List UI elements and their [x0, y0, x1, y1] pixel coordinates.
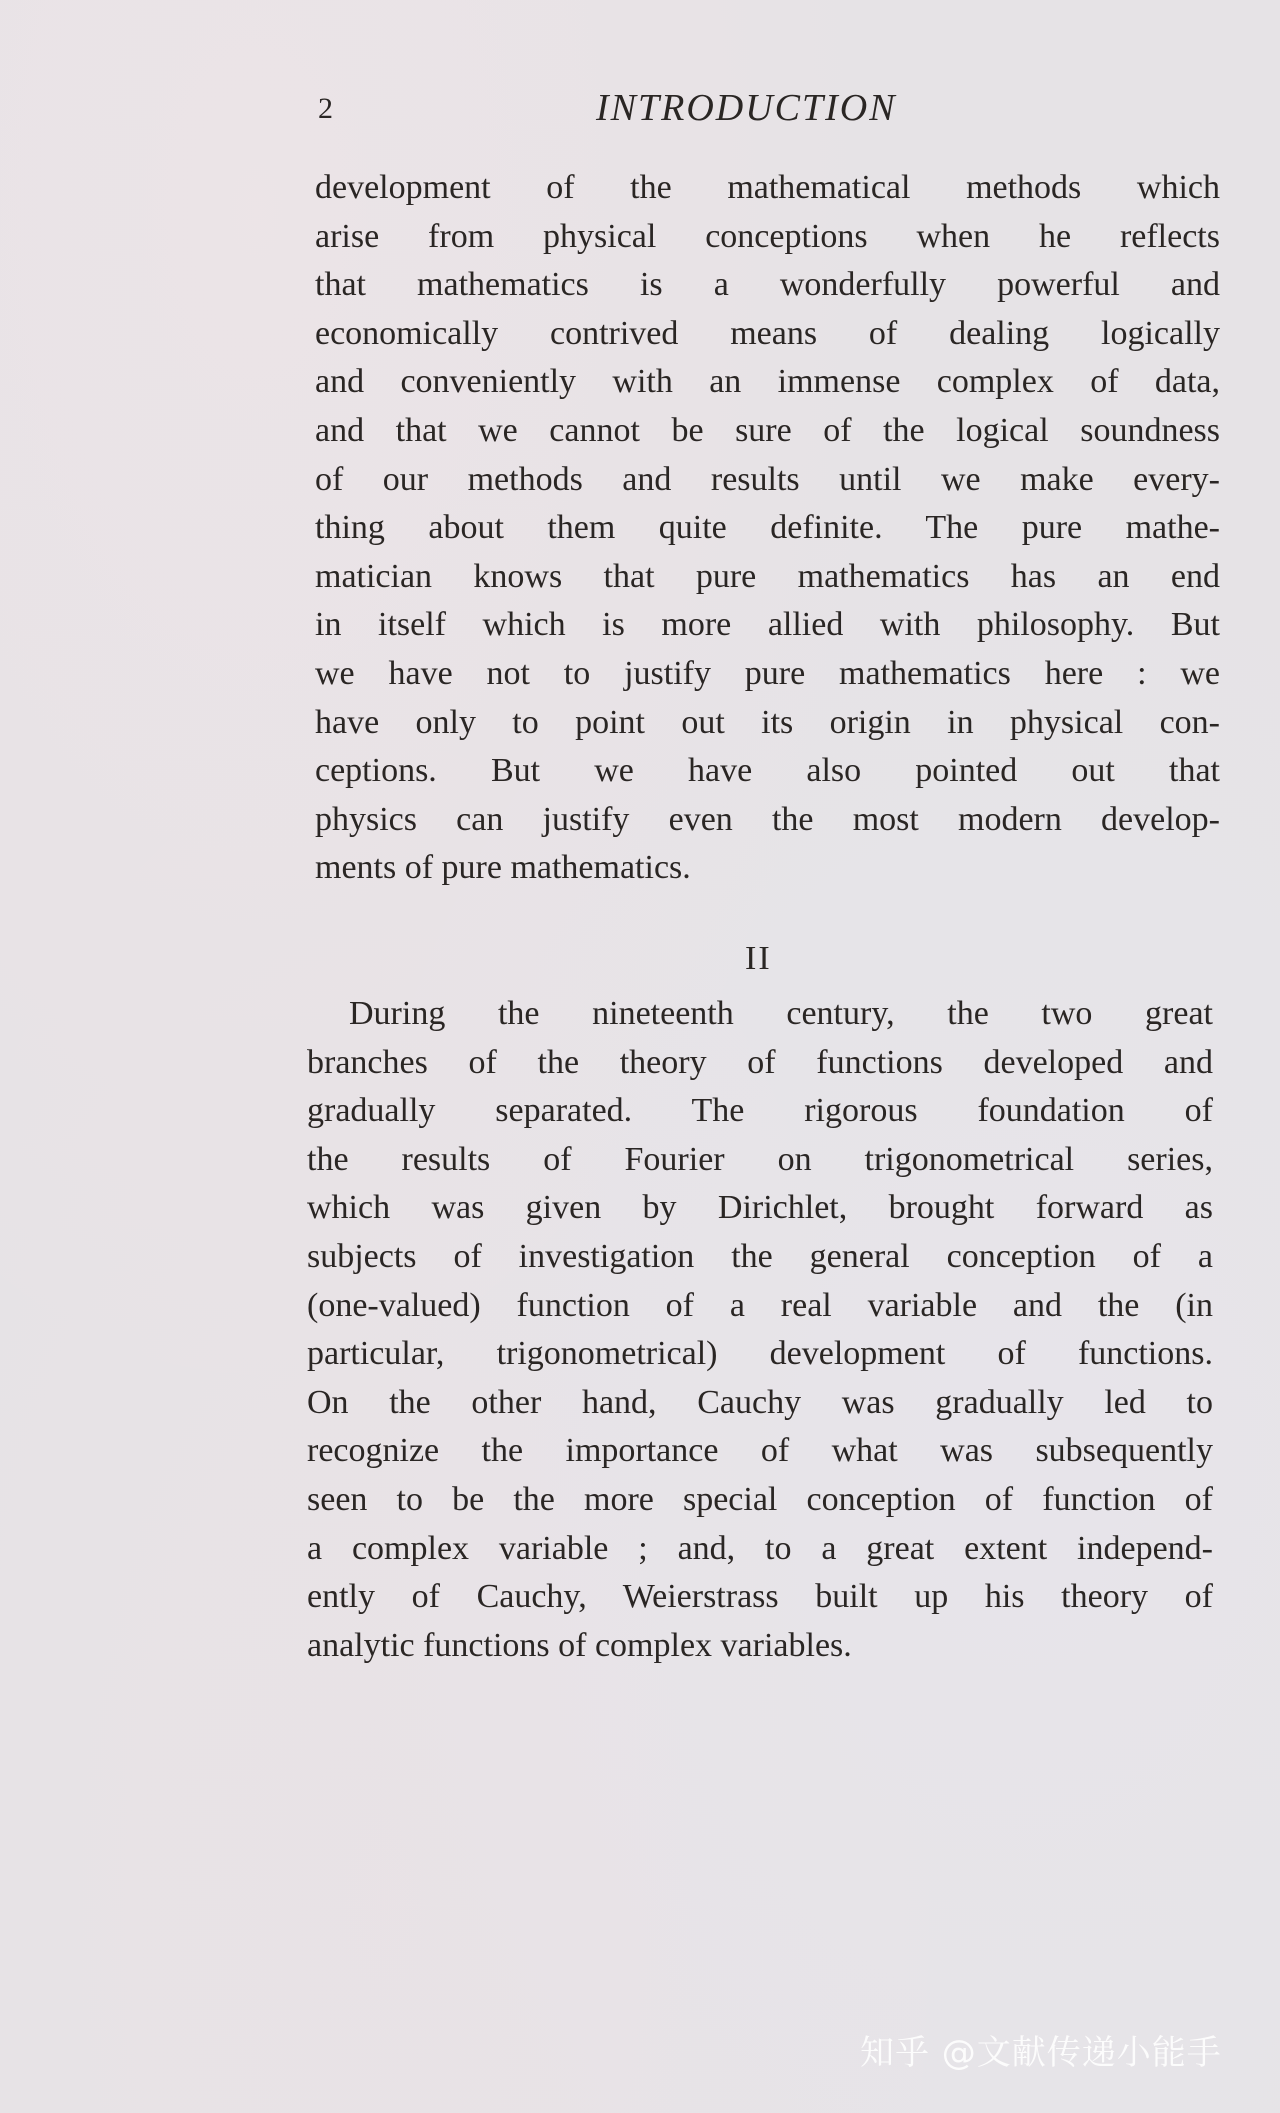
page-header [318, 82, 1218, 142]
text-line: During the nineteenth century, the two great [349, 995, 1213, 1032]
text-line: analytic functions of complex variables. [307, 1626, 852, 1664]
text-line: economically contrived means of dealing logically [315, 314, 1220, 352]
text-line: and conveniently with an immense complex of data, [315, 363, 1220, 401]
text-line: development of the mathematical methods which [315, 169, 1220, 206]
text-line: matician knows that pure mathematics has an end [315, 557, 1220, 595]
text-line: ments of pure mathematics. [315, 849, 691, 887]
text-line: gradually separated. The rigorous foundation of [307, 1092, 1213, 1130]
section-number: II [745, 940, 772, 977]
page-number: 2 [318, 92, 333, 125]
text-line: On the other hand, Cauchy was gradually led to [307, 1383, 1213, 1421]
watermark: 知乎 @文献传递小能手 [860, 2033, 1222, 2073]
text-line: recognize the importance of what was subsequently [307, 1432, 1213, 1470]
text-line: in itself which is more allied with philosophy. But [315, 606, 1220, 644]
text-line: and that we cannot be sure of the logical soundness [315, 411, 1220, 449]
text-line: have only to point out its origin in physical con- [315, 703, 1220, 741]
text-line: we have not to justify pure mathematics here : we [315, 654, 1220, 692]
text-line: the results of Fourier on trigonometrical series, [307, 1140, 1213, 1178]
text-line: ently of Cauchy, Weierstrass built up his theory of [307, 1578, 1213, 1616]
text-line: subjects of investigation the general conception of a [307, 1237, 1213, 1275]
text-line: particular, trigonometrical) development of functions. [307, 1335, 1213, 1373]
text-line: ceptions. But we have also pointed out that [315, 752, 1220, 790]
running-title: INTRODUCTION [596, 87, 897, 129]
text-line: that mathematics is a wonderfully powerful and [315, 266, 1220, 304]
paragraph-2 [307, 990, 1213, 1670]
text-line: thing about them quite definite. The pure mathe- [315, 509, 1220, 547]
text-line: seen to be the more special conception of function of [307, 1480, 1213, 1518]
text-line: branches of the theory of functions developed and [307, 1043, 1213, 1081]
text-line: which was given by Dirichlet, brought forward as [307, 1189, 1213, 1227]
text-line: of our methods and results until we make every- [315, 460, 1220, 498]
text-line: arise from physical conceptions when he reflects [315, 217, 1220, 255]
text-line: physics can justify even the most modern develop- [315, 800, 1220, 838]
text-line: (one-valued) function of a real variable and the (in [307, 1286, 1213, 1324]
paragraph-1 [315, 164, 1220, 893]
text-line: a complex variable ; and, to a great extent independ- [307, 1529, 1213, 1567]
